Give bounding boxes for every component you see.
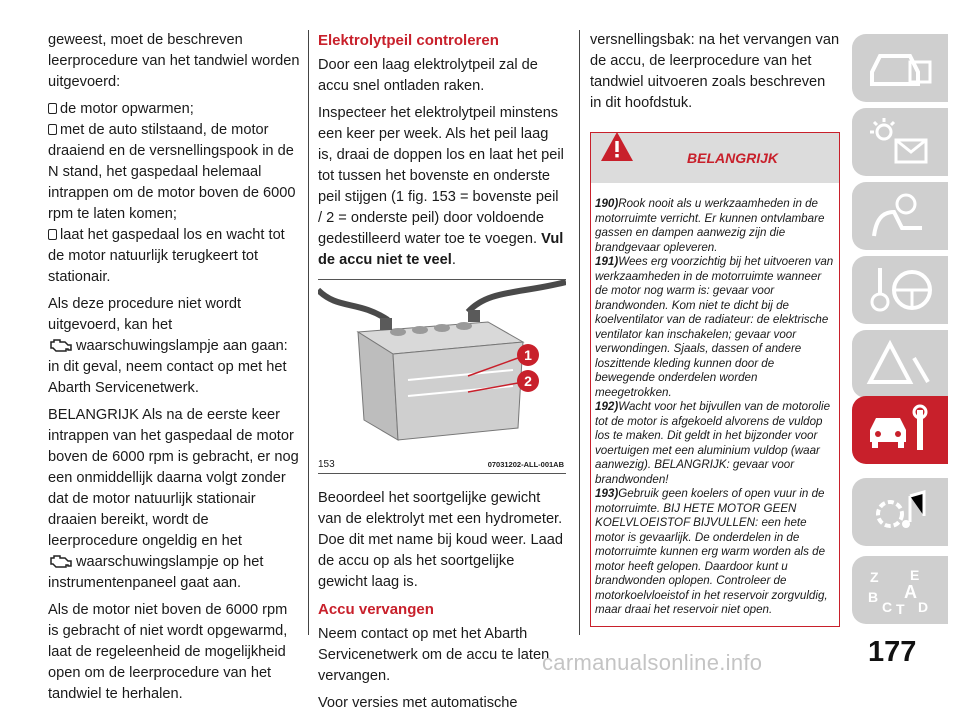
column-left bbox=[48, 30, 300, 711]
list-item: laat het gaspedaal los en wacht tot de motor natuurlijk terugkeert tot stationair. bbox=[48, 227, 285, 285]
checkbox-bullet-icon bbox=[48, 229, 57, 240]
paragraph: Inspecteer het elektrolytpeil minstens een keer per week. Als het peil laag is, draai de doppen los en laat het peil tot tussen het bovenste en onderste peil stijgen (1 fig. 153 = bovenste peil / 2 = onderste peil) door voldoende gedestilleerd water toe te voegen. Vul de accu niet te veel. bbox=[318, 105, 564, 268]
key-steering-wheel-icon bbox=[866, 264, 934, 316]
column-divider bbox=[308, 30, 309, 635]
figure-caption: 153 bbox=[318, 459, 335, 470]
warning-header bbox=[591, 133, 839, 183]
section-heading: Elektrolytpeil controleren bbox=[318, 32, 499, 49]
battery-illustration bbox=[318, 280, 566, 456]
engine-warning-icon bbox=[48, 554, 74, 568]
svg-text:C: C bbox=[882, 599, 893, 615]
warning-body bbox=[591, 183, 839, 626]
paragraph: Als deze procedure niet wordt uitgevoerd, kan het waarschuwingslampje aan gaan: in dit geval, neem contact op met het Abarth Servicenetwerk. bbox=[48, 296, 288, 396]
svg-text:Z: Z bbox=[870, 569, 879, 585]
page-number: 177 bbox=[868, 636, 917, 668]
column-middle bbox=[318, 30, 566, 720]
svg-text:T: T bbox=[896, 601, 905, 616]
svg-text:1: 1 bbox=[524, 347, 532, 363]
emergency-triangle-icon bbox=[866, 338, 934, 390]
tab-maintenance-care[interactable] bbox=[852, 396, 948, 464]
alphabet-index-icon bbox=[866, 564, 934, 616]
figure-code: 07031202-ALL-001AB bbox=[487, 460, 564, 469]
paragraph: Beoordeel het soortgelijke gewicht van de elektrolyt met een hydrometer. Doe dit met name bij koud weer. Laad de accu op als het soortgelijke gewicht laag is. bbox=[318, 490, 563, 590]
column-divider bbox=[579, 30, 580, 635]
list-item: met de auto stilstaand, de motor draaiend en de versnellingspook in de N stand, het gaspedaal helemaal intrappen om de motor boven de 6000 rpm te laten komen; bbox=[48, 122, 296, 222]
warning-light-message-icon bbox=[866, 116, 934, 168]
paragraph: geweest, moet de beschreven leerprocedure van het tandwiel worden uitgevoerd: bbox=[48, 32, 300, 90]
svg-text:2: 2 bbox=[524, 373, 532, 389]
paragraph: Neem contact op met het Abarth Servicenetwerk om de accu te laten vervangen. bbox=[318, 626, 550, 684]
svg-text:A: A bbox=[904, 582, 917, 602]
watermark: carmanualsonline.info bbox=[542, 650, 763, 675]
gear-music-icon bbox=[866, 486, 934, 538]
tab-safety[interactable] bbox=[852, 182, 948, 250]
checkbox-bullet-icon bbox=[48, 124, 57, 135]
battery-figure bbox=[318, 279, 566, 474]
svg-text:E: E bbox=[910, 567, 920, 583]
tab-lights-warnings[interactable] bbox=[852, 108, 948, 176]
bold-warning-text: Vul de accu niet te veel bbox=[318, 231, 564, 268]
paragraph: Door een laag elektrolytpeil zal de accu snel ontladen raken. bbox=[318, 57, 538, 94]
warning-triangle-icon bbox=[599, 129, 635, 165]
tab-starting-driving[interactable] bbox=[852, 256, 948, 324]
warning-title: BELANGRIJK bbox=[687, 150, 779, 166]
tab-index[interactable] bbox=[852, 556, 948, 624]
warning-item: 190)Rook nooit als u werkzaamheden in de motorruimte verricht. Er kunnen ontvlambare gassen en dampen aanwezig zijn die brandgevaar opleveren. bbox=[595, 197, 825, 254]
car-dashboard-icon bbox=[866, 42, 934, 94]
warning-box bbox=[590, 132, 840, 627]
paragraph: BELANGRIJK Als na de eerste keer intrappen van het gaspedaal de motor boven de 6000 rpm is gebracht, er nog een onmiddellijk daarna volgt zonder dat de motor natuurlijk stationair draaien bereikt, wordt de leerprocedure ongeldig en het waarschuwingslampje op het instrumentenpaneel gaat aan. bbox=[48, 407, 299, 591]
svg-text:D: D bbox=[918, 599, 929, 615]
column-right bbox=[590, 30, 840, 627]
warning-item: 193)Gebruik geen koelers of open vuur in de motorruimte. BIJ HETE MOTOR GEEN KOELVLOEISTOF BIJVULLEN: een hete motor is gevaarlijk. De onderdelen in de motorruimte kunnen erg warm worden als de motor heeft gelopen. Daardoor kunt u brandwonden oplopen. Controleer de motorkoelvloeistof in het reservoir zorgvuldig, maar draai het reservoir niet open. bbox=[595, 487, 828, 616]
warning-item: 192)Wacht voor het bijvullen van de motorolie tot de motor is afgekoeld alvorens de vuldop los te maken. Dit geldt in het bijzonder voor voertuigen met een aluminium vuldop (waar aanwezig). BELANGRIJK: gevaar voor brandwonden! bbox=[595, 400, 831, 486]
section-heading: Accu vervangen bbox=[318, 601, 434, 618]
paragraph: versnellingsbak: na het vervangen van de accu, de leerprocedure van het tandwiel uitvoeren zoals beschreven in dit hoofdstuk. bbox=[590, 32, 840, 111]
seat-airbag-icon bbox=[866, 190, 934, 242]
paragraph: Als de motor niet boven de 6000 rpm is gebracht of niet wordt opgewarmd, laat de regeleenheid de mogelijkheid open om de leerprocedure van het tandwiel te herhalen. bbox=[48, 602, 288, 702]
engine-warning-icon bbox=[48, 338, 74, 352]
list-item: de motor opwarmen; bbox=[48, 99, 300, 120]
tab-emergency[interactable] bbox=[852, 330, 948, 398]
car-wrench-icon bbox=[866, 404, 934, 456]
checkbox-bullet-icon bbox=[48, 103, 57, 114]
tab-vehicle-knowledge[interactable] bbox=[852, 34, 948, 102]
warning-item: 191)Wees erg voorzichtig bij het uitvoeren van werkzaamheden in de motorruimte wanneer de motor nog warm is: gevaar voor brandwonden. Kom niet te dicht bij de koelventilator van de radiateur: de elektrische ventilator kan inschakelen; gevaar voor verwondingen. Sjaals, dassen of andere loszittende kleding kunnen door de bewegende onderdelen worden meegetrokken. bbox=[595, 255, 834, 399]
tab-technical-data[interactable] bbox=[852, 478, 948, 546]
svg-text:B: B bbox=[868, 589, 879, 605]
paragraph: Voor versies met automatische bbox=[318, 695, 518, 711]
